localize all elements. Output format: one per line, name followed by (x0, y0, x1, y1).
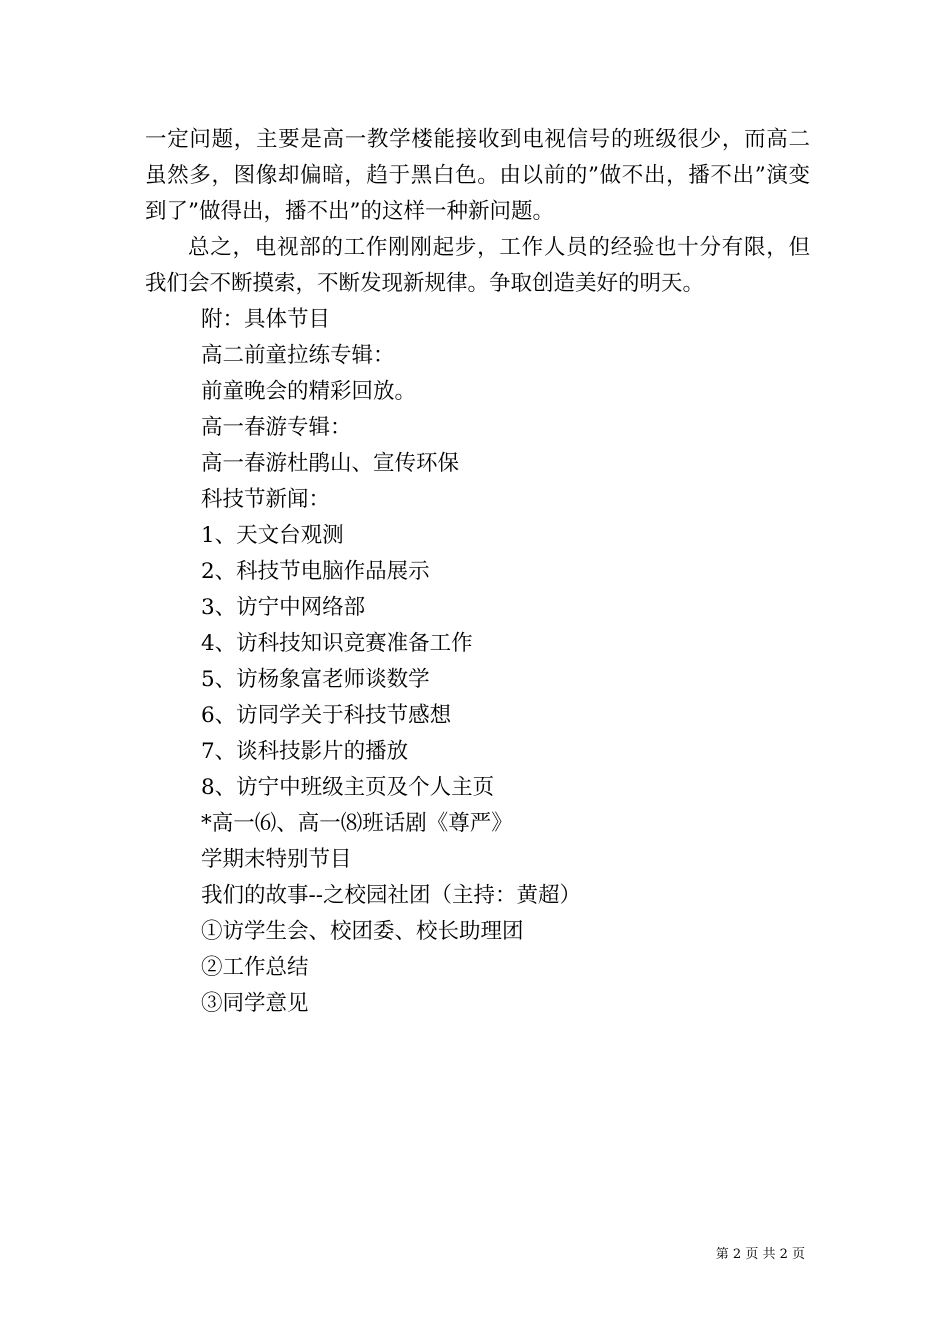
list-item: 3、访宁中网络部 (201, 595, 366, 620)
list-item: 科技节新闻： (201, 487, 331, 512)
document-body (145, 122, 810, 1022)
list-item: 我们的故事--之校园社团（主持：黄超） (201, 883, 582, 908)
program-list (145, 302, 810, 1022)
list-item: 1、天文台观测 (201, 523, 344, 548)
list-item: 学期末特别节目 (201, 847, 352, 872)
list-item: ②工作总结 (201, 955, 309, 980)
list-item: 7、谈科技影片的播放 (201, 739, 409, 764)
list-item: ①访学生会、校团委、校长助理团 (201, 919, 524, 944)
paragraph-problem: 一定问题，主要是高一教学楼能接收到电视信号的班级很少，而高二虽然多，图像却偏暗，趋于黑白色。由以前的”做不出，播不出”演变到了”做得出，播不出”的这样一种新问题。 (145, 127, 810, 224)
list-item: 附：具体节目 (201, 307, 331, 332)
list-item: *高一⑹、高一⑻班话剧《尊严》 (201, 811, 513, 836)
list-item: 高一春游杜鹃山、宣传环保 (201, 451, 460, 476)
list-item: 4、访科技知识竞赛准备工作 (201, 631, 473, 656)
list-item: 8、访宁中班级主页及个人主页 (201, 775, 495, 800)
paragraph-summary: 总之，电视部的工作刚刚起步，工作人员的经验也十分有限，但我们会不断摸索，不断发现新规律。争取创造美好的明天。 (145, 235, 810, 296)
list-item: 高一春游专辑： (201, 415, 352, 440)
page-number: 第 2 页 共 2 页 (715, 1247, 805, 1262)
list-item: 2、科技节电脑作品展示 (201, 559, 430, 584)
list-item: 5、访杨象富老师谈数学 (201, 667, 430, 692)
list-item: 前童晚会的精彩回放。 (201, 379, 417, 404)
list-item: 6、访同学关于科技节感想 (201, 703, 452, 728)
list-item: 高二前童拉练专辑： (201, 343, 395, 368)
list-item: ③同学意见 (201, 991, 309, 1016)
